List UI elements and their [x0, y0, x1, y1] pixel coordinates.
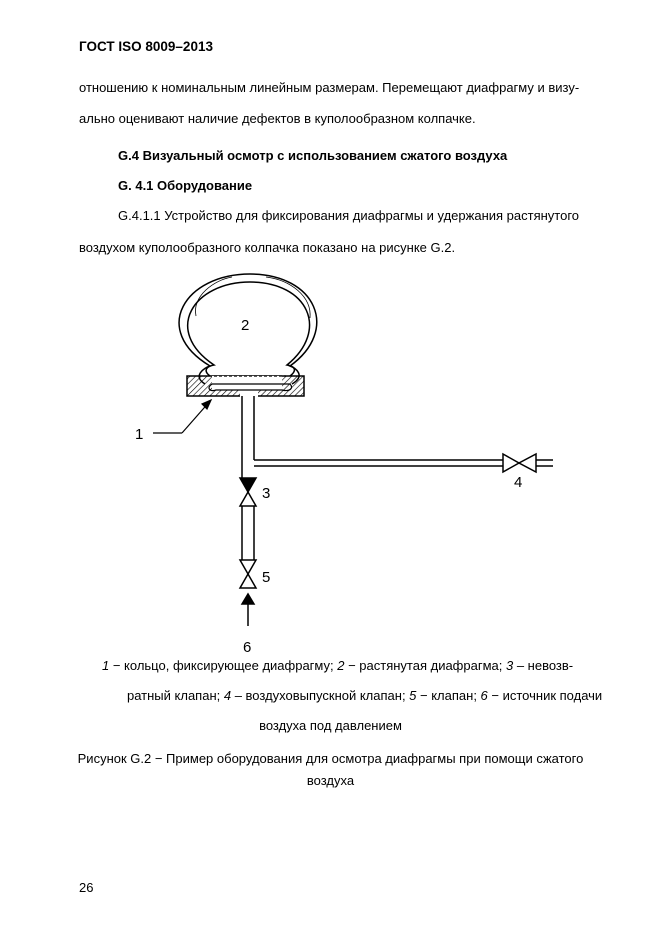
paragraph-line: воздухом куполообразного колпачка показано на рисунке G.2.: [79, 240, 456, 255]
label-2: 2: [241, 317, 250, 334]
figure-caption: Рисунок G.2 − Пример оборудования для осмотра диафрагмы при помощи сжатого: [77, 751, 584, 766]
legend-item-text: ратный клапан;: [127, 688, 224, 703]
section-heading-g4: G.4 Визуальный осмотр с использованием сжатого воздуха: [118, 148, 508, 163]
label-1: 1: [135, 426, 144, 443]
document-header: ГОСТ ISO 8009–2013: [79, 39, 213, 54]
paragraph-line: ально оценивают наличие дефектов в куполообразном колпачке.: [79, 111, 476, 126]
page-number: 26: [79, 880, 94, 895]
legend-item-text: − клапан;: [416, 688, 481, 703]
label-4: 4: [514, 474, 523, 491]
figure-legend-line: [102, 658, 573, 673]
paragraph-line: отношению к номинальным линейным размерам. Перемещают диафрагму и визу-: [79, 80, 580, 95]
legend-item-text: – невозв-: [513, 658, 574, 673]
section-heading-g41: G. 4.1 Оборудование: [118, 178, 253, 193]
fixing-ring: [187, 376, 304, 397]
legend-item-number: 4: [223, 688, 232, 703]
legend-item-number: 6: [480, 688, 488, 703]
legend-item-number: 3: [505, 658, 514, 673]
figure-legend-line: воздуха под давлением: [259, 718, 402, 733]
legend-item-number: 1: [102, 658, 110, 673]
label-3: 3: [262, 485, 271, 502]
valve: [240, 560, 256, 588]
outlet-valve: [503, 454, 536, 472]
legend-item-text: − кольцо, фиксирующее диафрагму;: [109, 658, 338, 673]
legend-item-number: 2: [337, 658, 345, 673]
legend-item-text: − источник подачи: [487, 688, 603, 703]
legend-item-text: − растянутая диафрагма;: [344, 658, 506, 673]
figure-legend-line: [127, 688, 602, 703]
leader-line-1: [153, 400, 211, 433]
figure-caption: воздуха: [306, 773, 355, 788]
paragraph-line: G.4.1.1 Устройство для фиксирования диафрагмы и удержания растянутого: [118, 208, 580, 223]
label-6: 6: [243, 639, 252, 656]
air-supply-arrow: [242, 594, 254, 626]
legend-item-number: 5: [409, 688, 417, 703]
non-return-valve: [240, 478, 256, 506]
legend-item-text: – воздуховыпускной клапан;: [231, 688, 410, 703]
label-5: 5: [262, 569, 271, 586]
